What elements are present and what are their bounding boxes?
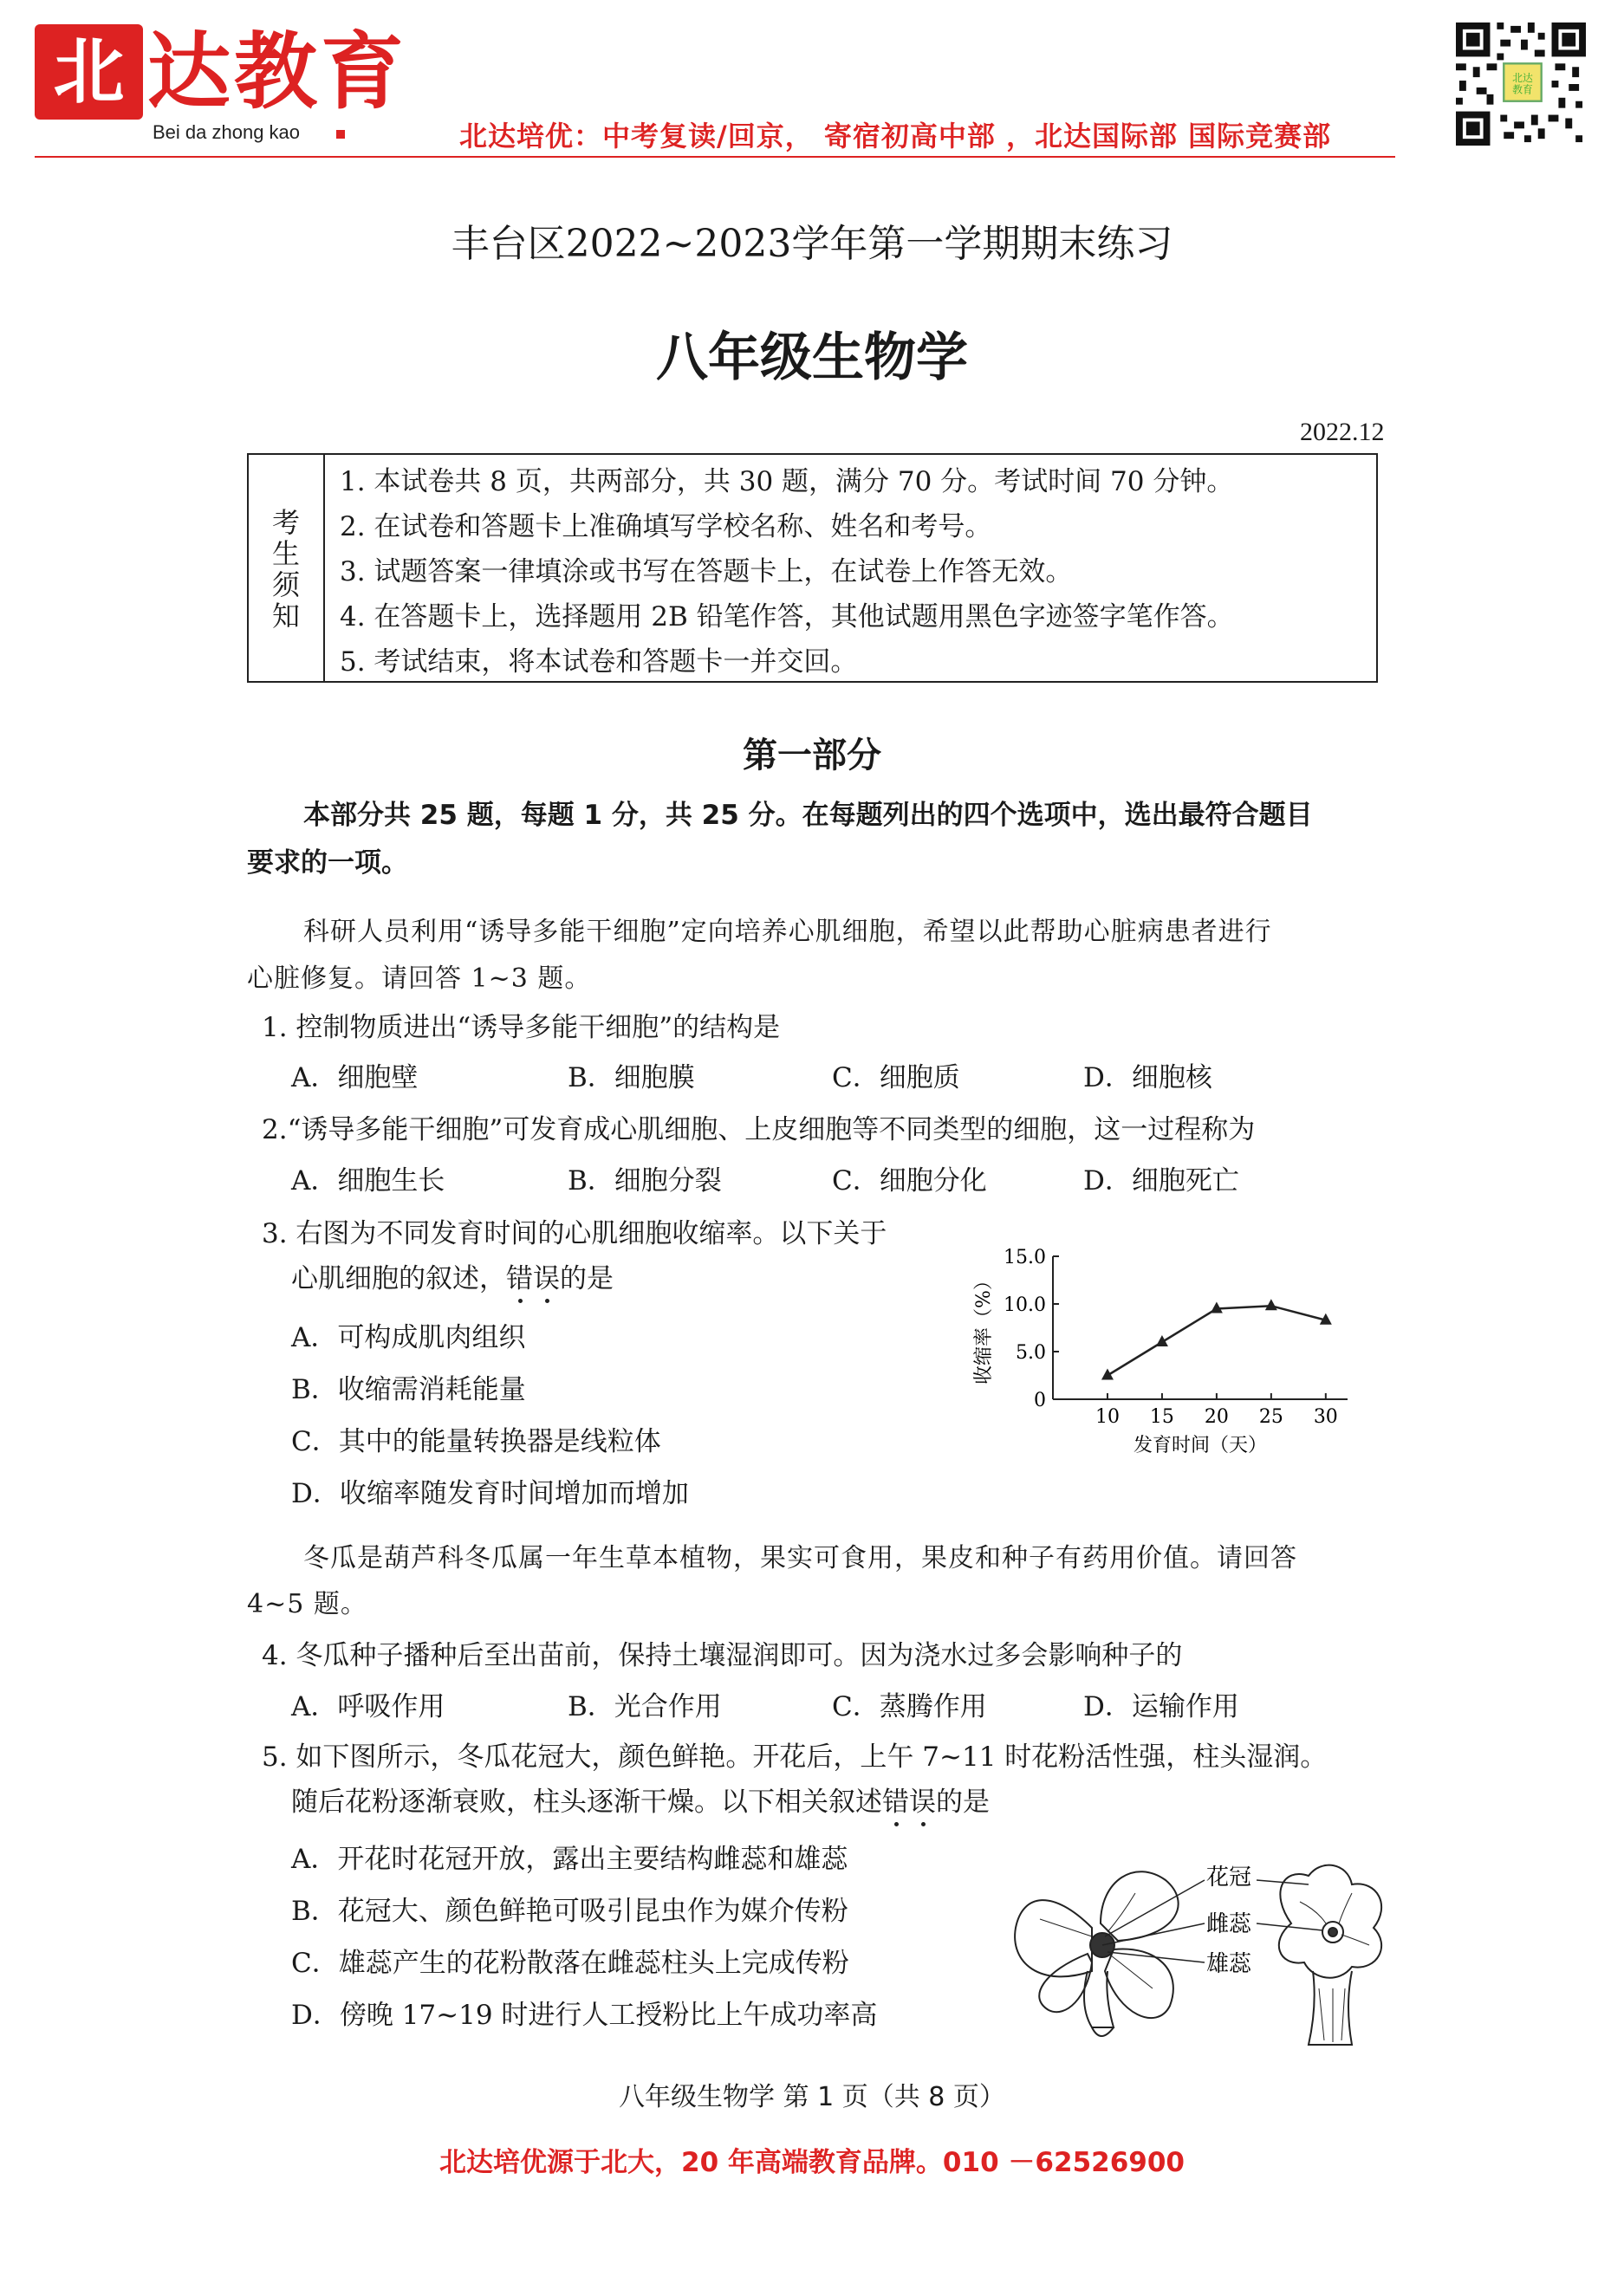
data-point (1101, 1369, 1114, 1380)
flower-illustration (1005, 1841, 1404, 2058)
passage-text: 科研人员利用“诱导多能干细胞”定向培养心肌细胞，希望以此帮助心脏病患者进行 (303, 917, 1272, 947)
option-c: C．细胞分化 (832, 1165, 987, 1197)
y-tick-label: 15.0 (1004, 1247, 1046, 1268)
svg-text:教育: 教育 (1512, 83, 1533, 96)
question-stem: 5. 如下图所示，冬瓜花冠大，颜色鲜艳。开花后，上午 7~11 时花粉活性强，柱头湿润。 (262, 1741, 1328, 1773)
label-pistil: 雌蕊 (1206, 1911, 1252, 1937)
notice-label-char: 须 (271, 568, 300, 601)
part-instructions: 要求的一项。 (247, 847, 408, 879)
data-point (1265, 1299, 1277, 1310)
stem-text: 随后花粉逐渐衰败，柱头逐渐干燥。以下相关叙述 (291, 1787, 882, 1818)
part-instructions: 本部分共 25 题，每题 1 分，共 25 分。在每题列出的四个选项中，选出最符合题目 (303, 800, 1313, 831)
option-c: C．其中的能量转换器是线粒体 (291, 1426, 661, 1457)
passage-text: 冬瓜是葫芦科冬瓜属一年生草本植物，果实可食用，果皮和种子有药用价值。请回答 (303, 1543, 1297, 1573)
option-c: C．雄蕊产生的花粉散落在雌蕊柱头上完成传粉 (291, 1948, 849, 1979)
svg-text:北达: 北达 (1512, 71, 1533, 84)
option-b: B．细胞膜 (568, 1062, 695, 1093)
option-a: A．开花时花冠开放，露出主要结构雌蕊和雄蕊 (291, 1844, 848, 1875)
header-banner: 北达培优：中考复读/回京， 寄宿初高中部 ，北达国际部 国际竞赛部 (459, 120, 1332, 152)
notice-item: 4. 在答题卡上，选择题用 2B 铅笔作答，其他试题用黑色字迹签字笔作答。 (340, 601, 1234, 632)
notice-label (247, 507, 325, 632)
question-stem: 3. 右图为不同发育时间的心肌细胞收缩率。以下关于 (262, 1218, 887, 1249)
option-c: C．细胞质 (832, 1062, 960, 1093)
chart-axes (973, 1247, 1348, 1456)
option-b: B．细胞分裂 (568, 1165, 722, 1197)
x-tick-label: 25 (1258, 1406, 1283, 1428)
logo-square-icon (336, 130, 345, 139)
stem-text: 的是 (936, 1787, 990, 1818)
emphasis-mark: 错 (882, 1787, 909, 1818)
y-tick-label: 0 (1034, 1390, 1046, 1411)
passage-text: 4~5 题。 (247, 1589, 367, 1619)
notice-label-char: 知 (271, 600, 300, 632)
x-tick-label: 30 (1313, 1406, 1338, 1428)
question-stem: 1. 控制物质进出“诱导多能干细胞”的结构是 (262, 1012, 781, 1043)
emphasis-mark: 错 (506, 1263, 533, 1294)
part-title: 第一部分 (743, 736, 881, 775)
subject-title: 八年级生物学 (656, 328, 968, 388)
option-a: A．细胞生长 (291, 1165, 445, 1197)
label-corolla: 花冠 (1206, 1865, 1252, 1891)
question-stem: 4. 冬瓜种子播种后至出苗前，保持土壤湿润即可。因为浇水过多会影响种子的 (262, 1640, 1183, 1671)
option-d: D．细胞核 (1083, 1062, 1212, 1093)
notice-item: 2. 在试卷和答题卡上准确填写学校名称、姓名和考号。 (340, 511, 992, 542)
option-d: D．傍晚 17~19 时进行人工授粉比上午成功率高 (291, 2000, 878, 2031)
option-b: B．收缩需消耗能量 (291, 1374, 526, 1405)
stem-text: 的是 (560, 1263, 614, 1294)
option-a: A．可构成肌肉组织 (291, 1322, 526, 1353)
y-tick-label: 5.0 (1016, 1342, 1046, 1364)
data-point (1156, 1335, 1168, 1346)
passage-text: 心脏修复。请回答 1~3 题。 (247, 963, 592, 994)
notice-label-char: 考 (271, 506, 300, 539)
exam-title: 丰台区2022~2023学年第一学期期末练习 (451, 222, 1173, 266)
option-a: A．细胞壁 (291, 1062, 419, 1093)
question-stem (291, 1780, 990, 1819)
exam-date: 2022.12 (1300, 418, 1385, 446)
emphasis-mark: 误 (533, 1263, 560, 1294)
page-footer: 八年级生物学 第 1 页（共 8 页） (619, 2082, 1005, 2112)
y-tick-label: 10.0 (1004, 1294, 1046, 1316)
option-d: D．细胞死亡 (1083, 1165, 1239, 1197)
petal-shape (1101, 1871, 1179, 1941)
stem-text: 心肌细胞的叙述， (291, 1263, 506, 1294)
option-d: D．运输作用 (1083, 1691, 1239, 1722)
emphasis-mark: 误 (909, 1787, 936, 1818)
option-d: D．收缩率随发育时间增加而增加 (291, 1478, 689, 1509)
logo-pinyin: Bei da zhong kao (153, 121, 301, 143)
x-tick-label: 15 (1149, 1406, 1174, 1428)
option-b: B．花冠大、颜色鲜艳可吸引昆虫作为媒介传粉 (291, 1896, 848, 1927)
petal-shape (1015, 1900, 1092, 1976)
x-axis-label: 发育时间（天） (1133, 1435, 1268, 1456)
qr-code-icon (1452, 19, 1590, 149)
option-c: C．蒸腾作用 (832, 1691, 987, 1722)
footer-advertisement: 北达培优源于北大，20 年高端教育品牌。010 －62526900 (439, 2147, 1185, 2178)
x-tick-label: 20 (1204, 1406, 1229, 1428)
y-axis-label: 收缩率（%） (973, 1271, 995, 1385)
notice-label-char: 生 (271, 537, 300, 570)
logo-char: 北 (53, 30, 125, 114)
x-tick-label: 10 (1095, 1406, 1120, 1428)
series-line (1108, 1306, 1326, 1375)
notice-item: 1. 本试卷共 8 页，共两部分，共 30 题，满分 70 分。考试时间 70 分钟。 (340, 466, 1234, 497)
header-divider (35, 156, 1395, 158)
option-b: B．光合作用 (568, 1691, 722, 1722)
notice-item: 3. 试题答案一律填涂或书写在答题卡上，在试卷上作答无效。 (340, 556, 1073, 587)
question-stem: 2.“诱导多能干细胞”可发育成心肌细胞、上皮细胞等不同类型的细胞，这一过程称为 (262, 1114, 1256, 1145)
option-a: A．呼吸作用 (291, 1691, 445, 1722)
logo-text: 达教育 (147, 23, 407, 120)
contraction-rate-chart (962, 1239, 1361, 1464)
chart-marks (1101, 1299, 1332, 1379)
notice-item: 5. 考试结束，将本试卷和答题卡一并交回。 (340, 646, 858, 678)
label-stamen: 雄蕊 (1206, 1951, 1252, 1977)
question-stem (291, 1256, 614, 1295)
